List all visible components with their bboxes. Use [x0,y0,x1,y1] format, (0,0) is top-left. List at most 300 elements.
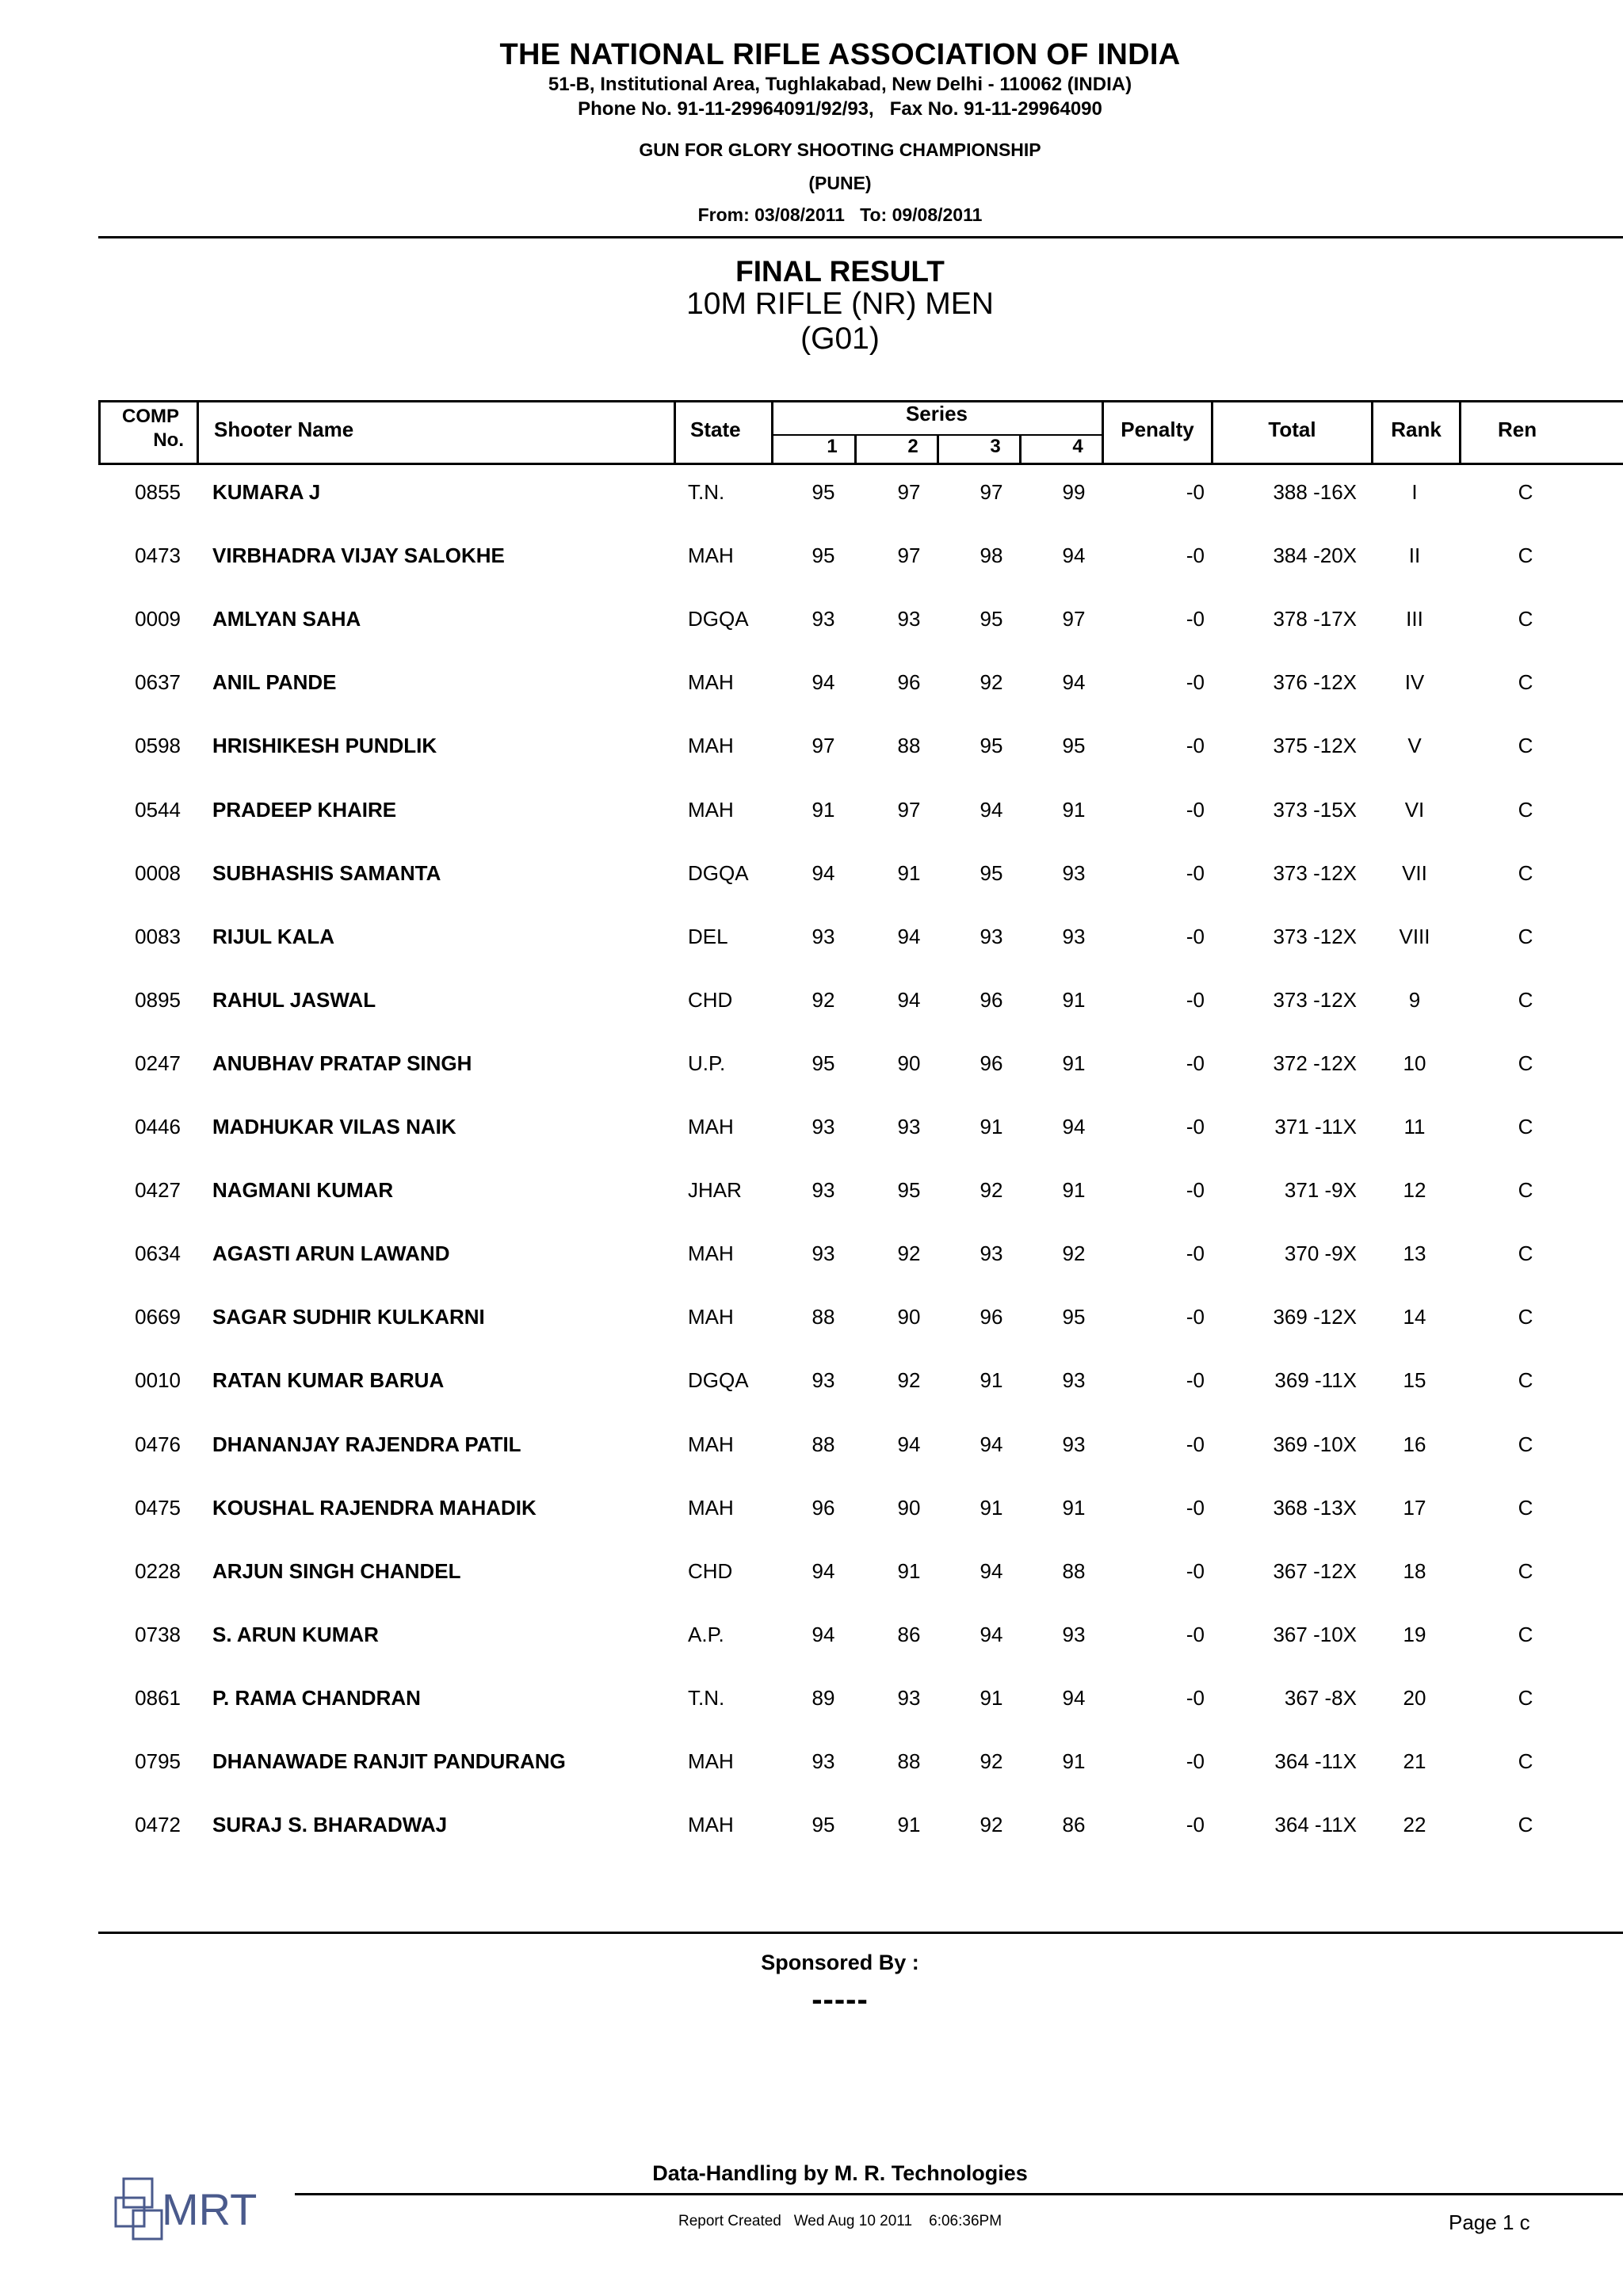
total-score: 373 -15X [1273,797,1357,822]
series-2-score: 88 [897,1749,921,1773]
rank: 13 [1403,1241,1426,1266]
series-4-score: 93 [1062,1622,1086,1646]
championship-venue: (PUNE) [808,173,872,193]
series-3-score: 91 [980,1495,1003,1520]
total-score: 373 -12X [1273,860,1357,885]
remarks: C [1518,1685,1533,1710]
series-3-score: 96 [980,1305,1003,1329]
state: U.P. [688,1051,726,1075]
series-3-score: 91 [980,1685,1003,1710]
table-row [0,988,1623,1051]
series-1-score: 93 [812,1368,835,1393]
table-row [0,861,1623,925]
table-row [0,480,1623,543]
remarks: C [1518,670,1533,695]
series-4-score: 91 [1062,1495,1086,1520]
series-3-score: 91 [980,1368,1003,1393]
header-series-3: 3 [990,436,1001,457]
state: DEL [688,924,728,948]
header-series-4: 4 [1072,436,1083,457]
rank: 17 [1403,1495,1426,1520]
series-3-score: 97 [980,480,1003,504]
penalty: -0 [1186,1241,1205,1266]
remarks: C [1518,1115,1533,1138]
comp-number: 0009 [135,607,181,631]
series-2-score: 86 [897,1622,921,1646]
table-row [0,670,1623,734]
header-remarks: Ren [1498,418,1537,441]
series-3-score: 95 [980,607,1003,631]
table-row [0,543,1623,607]
series-2-score: 93 [897,1115,921,1138]
series-2-score: 97 [897,543,921,568]
shooter-name: RAHUL JASWAL [212,987,376,1012]
org-phone-fax: Phone No. 91-11-29964091/92/93, Fax No. 91-11-29964090 [578,98,1102,120]
rank: 18 [1403,1558,1426,1583]
state: MAH [688,1813,734,1837]
penalty: -0 [1186,797,1205,822]
mrt-logo [113,2176,279,2247]
shooter-name: ANUBHAV PRATAP SINGH [212,1051,472,1075]
state: MAH [688,734,734,758]
series-1-score: 88 [812,1305,835,1329]
series-4-score: 88 [1062,1558,1086,1583]
penalty: -0 [1186,924,1205,948]
remarks: C [1518,1051,1533,1075]
table-row [0,734,1623,797]
series-4-score: 86 [1062,1813,1086,1837]
series-3-score: 91 [980,1115,1003,1138]
series-3-score: 92 [980,670,1003,695]
total-score: 373 -12X [1273,987,1357,1012]
shooter-name: AMLYAN SAHA [212,607,361,631]
comp-number: 0008 [135,860,181,885]
shooter-name: SUBHASHIS SAMANTA [212,860,441,885]
total-score: 378 -17X [1273,607,1357,631]
comp-number: 0083 [135,924,181,948]
table-row [0,1749,1623,1813]
total-score: 371 -11X [1274,1115,1357,1138]
total-score: 364 -11X [1274,1813,1357,1837]
comp-number: 0010 [135,1368,181,1393]
header-separator [1459,400,1461,465]
total-score: 369 -11X [1274,1368,1357,1393]
shooter-name: MADHUKAR VILAS NAIK [212,1115,456,1138]
remarks: C [1518,1178,1533,1203]
series-1-score: 92 [812,987,835,1012]
total-score: 367 -12X [1273,1558,1357,1583]
shooter-name: KUMARA J [212,480,321,504]
series-1-score: 95 [812,480,835,504]
header-comp-no: No. [153,429,184,451]
comp-number: 0795 [135,1749,181,1773]
header-state: State [690,418,741,441]
table-row [0,1559,1623,1623]
series-4-score: 93 [1062,860,1086,885]
rank: 9 [1408,987,1421,1012]
remarks: C [1518,924,1533,948]
table-row [0,1051,1623,1115]
table-row [0,1496,1623,1559]
table-row [0,1368,1623,1432]
series-1-score: 96 [812,1495,835,1520]
series-4-score: 93 [1062,924,1086,948]
series-2-score: 91 [897,1813,921,1837]
rank: I [1411,480,1418,504]
remarks: C [1518,543,1533,568]
table-row [0,1241,1623,1305]
state: MAH [688,670,734,695]
rank: 22 [1403,1813,1426,1837]
series-1-score: 93 [812,1178,835,1203]
penalty: -0 [1186,1051,1205,1075]
series-1-score: 94 [812,1622,835,1646]
state: MAH [688,1495,734,1520]
series-1-score: 93 [812,924,835,948]
series-4-score: 91 [1062,987,1086,1012]
table-row [0,1305,1623,1368]
penalty: -0 [1186,1305,1205,1329]
series-1-score: 93 [812,1749,835,1773]
series-1-score: 89 [812,1685,835,1710]
penalty: -0 [1186,1622,1205,1646]
series-2-score: 90 [897,1305,921,1329]
result-title: FINAL RESULT [735,255,945,288]
series-2-score: 90 [897,1051,921,1075]
series-3-score: 94 [980,1558,1003,1583]
series-4-score: 99 [1062,480,1086,504]
series-3-score: 98 [980,543,1003,568]
remarks: C [1518,607,1533,631]
penalty: -0 [1186,1115,1205,1138]
state: DGQA [688,607,749,631]
state: T.N. [688,1685,725,1710]
series-1-score: 93 [812,1241,835,1266]
sponsored-by-label: Sponsored By : [761,1951,919,1974]
remarks: C [1518,480,1533,504]
logo-square [124,2179,152,2207]
comp-number: 0637 [135,670,181,695]
series-4-score: 95 [1062,734,1086,758]
header-series-2: 2 [907,436,918,457]
page-number: Page 1 c [1449,2210,1530,2234]
table-row [0,798,1623,861]
table-row [0,1623,1623,1686]
series-4-score: 94 [1062,1115,1086,1138]
comp-number: 0861 [135,1685,181,1710]
total-score: 384 -20X [1273,543,1357,568]
footer-bottom-rule [295,2193,1623,2195]
series-3-score: 92 [980,1813,1003,1837]
state: JHAR [688,1178,742,1203]
series-3-score: 94 [980,797,1003,822]
series-2-score: 90 [897,1495,921,1520]
total-score: 372 -12X [1273,1051,1357,1075]
series-1-score: 94 [812,860,835,885]
data-handling-credit: Data-Handling by M. R. Technologies [652,2161,1028,2185]
comp-number: 0855 [135,480,181,504]
total-score: 367 -10X [1273,1622,1357,1646]
series-2-score: 95 [897,1178,921,1203]
series-3-score: 92 [980,1178,1003,1203]
remarks: C [1518,860,1533,885]
comp-number: 0895 [135,987,181,1012]
table-row [0,1115,1623,1178]
comp-number: 0247 [135,1051,181,1075]
logo-text: MRT [162,2184,258,2234]
series-2-score: 88 [897,734,921,758]
series-4-score: 91 [1062,1749,1086,1773]
rank: VIII [1399,924,1430,948]
shooter-name: NAGMANI KUMAR [212,1178,394,1203]
series-1-score: 97 [812,734,835,758]
series-3-score: 92 [980,1749,1003,1773]
series-3-score: 95 [980,860,1003,885]
total-score: 368 -13X [1273,1495,1357,1520]
series-2-score: 94 [897,987,921,1012]
comp-number: 0669 [135,1305,181,1329]
series-1-score: 93 [812,1115,835,1138]
series-4-score: 91 [1062,797,1086,822]
series-3-score: 96 [980,1051,1003,1075]
header-total: Total [1268,418,1316,441]
remarks: C [1518,1495,1533,1520]
penalty: -0 [1186,987,1205,1012]
series-4-score: 97 [1062,607,1086,631]
remarks: C [1518,1749,1533,1773]
total-score: 371 -9X [1284,1178,1357,1203]
series-1-score: 88 [812,1432,835,1456]
comp-number: 0544 [135,797,181,822]
header-series-1: 1 [827,436,838,457]
table-row [0,1686,1623,1749]
rank: VI [1404,797,1425,822]
remarks: C [1518,1432,1533,1456]
state: DGQA [688,860,749,885]
sponsor-name: ----- [812,1982,869,2017]
series-4-score: 94 [1062,1685,1086,1710]
shooter-name: PRADEEP KHAIRE [212,797,397,822]
series-2-score: 91 [897,1558,921,1583]
series-3-score: 95 [980,734,1003,758]
total-score: 364 -11X [1274,1749,1357,1773]
header-rank: Rank [1391,418,1442,441]
penalty: -0 [1186,1368,1205,1393]
series-2-score: 97 [897,797,921,822]
header-divider [98,236,1623,238]
series-4-score: 94 [1062,543,1086,568]
state: CHD [688,1558,733,1583]
state: T.N. [688,480,725,504]
series-1-score: 95 [812,1813,835,1837]
remarks: C [1518,797,1533,822]
series-2-score: 93 [897,1685,921,1710]
shooter-name: SURAJ S. BHARADWAJ [212,1813,448,1837]
remarks: C [1518,1368,1533,1393]
event-title: 10M RIFLE (NR) MEN [686,287,994,321]
series-2-score: 94 [897,924,921,948]
state: A.P. [688,1622,724,1646]
table-row [0,607,1623,670]
series-3-score: 93 [980,924,1003,948]
series-4-score: 95 [1062,1305,1086,1329]
comp-number: 0473 [135,543,181,568]
series-1-score: 93 [812,607,835,631]
penalty: -0 [1186,1495,1205,1520]
penalty: -0 [1186,607,1205,631]
series-1-score: 94 [812,1558,835,1583]
remarks: C [1518,1241,1533,1266]
remarks: C [1518,1558,1533,1583]
series-1-score: 95 [812,1051,835,1075]
comp-number: 0476 [135,1432,181,1456]
header-series: Series [905,402,968,425]
total-score: 373 -12X [1273,924,1357,948]
series-3-score: 94 [980,1622,1003,1646]
report-created: Report Created Wed Aug 10 2011 6:06:36PM [678,2213,1002,2229]
penalty: -0 [1186,670,1205,695]
header-comp: COMP [122,406,179,427]
rank: IV [1404,670,1425,695]
series-2-score: 92 [897,1368,921,1393]
penalty: -0 [1186,480,1205,504]
penalty: -0 [1186,1178,1205,1203]
shooter-name: KOUSHAL RAJENDRA MAHADIK [212,1495,537,1520]
total-score: 369 -12X [1273,1305,1357,1329]
series-1-score: 94 [812,670,835,695]
state: MAH [688,797,734,822]
shooter-name: ANIL PANDE [212,670,337,695]
state: MAH [688,1115,734,1138]
penalty: -0 [1186,860,1205,885]
rank: V [1407,734,1422,758]
penalty: -0 [1186,734,1205,758]
remarks: C [1518,987,1533,1012]
shooter-name: SAGAR SUDHIR KULKARNI [212,1305,485,1329]
comp-number: 0738 [135,1622,181,1646]
event-code: (G01) [800,322,880,356]
series-4-score: 92 [1062,1241,1086,1266]
rank: 20 [1403,1685,1426,1710]
table-row [0,925,1623,988]
shooter-name: AGASTI ARUN LAWAND [212,1241,450,1266]
penalty: -0 [1186,1749,1205,1773]
total-score: 376 -12X [1273,670,1357,695]
rank: 10 [1403,1051,1426,1075]
rank: 14 [1403,1305,1426,1329]
series-3-score: 93 [980,1241,1003,1266]
comp-number: 0475 [135,1495,181,1520]
state: DGQA [688,1368,749,1393]
penalty: -0 [1186,1558,1205,1583]
header-separator [197,400,199,465]
series-2-score: 92 [897,1241,921,1266]
shooter-name: DHANAWADE RANJIT PANDURANG [212,1749,566,1773]
series-2-score: 96 [897,670,921,695]
shooter-name: DHANANJAY RAJENDRA PATIL [212,1432,521,1456]
org-name: THE NATIONAL RIFLE ASSOCIATION OF INDIA [499,38,1181,71]
shooter-name: VIRBHADRA VIJAY SALOKHE [212,543,505,568]
series-2-score: 91 [897,860,921,885]
championship-dates: From: 03/08/2011 To: 09/08/2011 [697,204,983,225]
total-score: 388 -16X [1273,480,1357,504]
series-1-score: 95 [812,543,835,568]
state: MAH [688,1305,734,1329]
penalty: -0 [1186,1685,1205,1710]
total-score: 367 -8X [1284,1685,1357,1710]
rank: 19 [1403,1622,1426,1646]
shooter-name: S. ARUN KUMAR [212,1622,379,1646]
header-separator [674,400,676,465]
series-1-score: 91 [812,797,835,822]
state: CHD [688,987,733,1012]
table-row [0,1432,1623,1496]
total-score: 370 -9X [1284,1241,1357,1266]
penalty: -0 [1186,1432,1205,1456]
state: MAH [688,1432,734,1456]
state: MAH [688,1241,734,1266]
penalty: -0 [1186,543,1205,568]
series-2-score: 97 [897,480,921,504]
rank: 21 [1403,1749,1426,1773]
comp-number: 0228 [135,1558,181,1583]
rank: 12 [1403,1178,1426,1203]
penalty: -0 [1186,1813,1205,1837]
rank: III [1406,607,1423,631]
rank: VII [1402,860,1427,885]
table-row [0,1178,1623,1241]
comp-number: 0598 [135,734,181,758]
remarks: C [1518,1622,1533,1646]
shooter-name: P. RAMA CHANDRAN [212,1685,421,1710]
rank: II [1408,543,1421,568]
rank: 16 [1403,1432,1426,1456]
comp-number: 0634 [135,1241,181,1266]
comp-number: 0446 [135,1115,181,1138]
shooter-name: ARJUN SINGH CHANDEL [212,1558,461,1583]
shooter-name: RATAN KUMAR BARUA [212,1368,445,1393]
total-score: 375 -12X [1273,734,1357,758]
series-3-score: 96 [980,987,1003,1012]
remarks: C [1518,734,1533,758]
series-4-score: 91 [1062,1178,1086,1203]
series-2-score: 93 [897,607,921,631]
table-row [0,1813,1623,1876]
state: MAH [688,1749,734,1773]
championship-name: GUN FOR GLORY SHOOTING CHAMPIONSHIP [639,139,1041,160]
comp-number: 0427 [135,1178,181,1203]
series-3-score: 94 [980,1432,1003,1456]
org-address: 51-B, Institutional Area, Tughlakabad, New Delhi - 110062 (INDIA) [548,74,1132,95]
series-4-score: 93 [1062,1432,1086,1456]
remarks: C [1518,1305,1533,1329]
footer-divider [98,1932,1623,1934]
series-4-score: 91 [1062,1051,1086,1075]
header-shooter-name: Shooter Name [214,418,354,441]
header-penalty: Penalty [1121,418,1194,441]
series-4-score: 94 [1062,670,1086,695]
rank: 11 [1403,1115,1426,1138]
total-score: 369 -10X [1273,1432,1357,1456]
series-4-score: 93 [1062,1368,1086,1393]
rank: 15 [1403,1368,1426,1393]
state: MAH [688,543,734,568]
remarks: C [1518,1813,1533,1837]
shooter-name: HRISHIKESH PUNDLIK [212,734,437,758]
shooter-name: RIJUL KALA [212,924,335,948]
series-2-score: 94 [897,1432,921,1456]
comp-number: 0472 [135,1813,181,1837]
